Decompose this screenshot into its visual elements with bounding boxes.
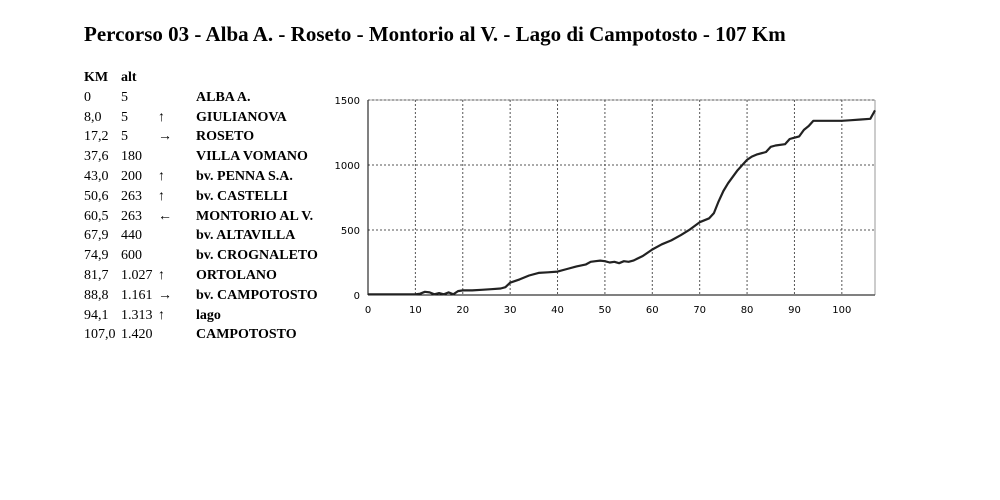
alt-header: alt — [121, 70, 137, 85]
km-cell: 74,9 — [84, 248, 109, 264]
direction-arrow: ↑ — [158, 168, 165, 184]
km-cell: 0 — [84, 89, 91, 105]
km-cell: 17,2 — [84, 129, 109, 145]
alt-cell: 440 — [121, 228, 142, 244]
km-cell: 8,0 — [84, 109, 102, 125]
direction-arrow: → — [158, 287, 172, 303]
direction-arrow: ↑ — [158, 109, 165, 125]
km-cell: 81,7 — [84, 267, 109, 283]
x-tick-label: 50 — [598, 305, 612, 316]
place-name: ROSETO — [196, 129, 255, 145]
direction-arrow: → — [158, 129, 172, 145]
y-tick-label: 500 — [340, 226, 360, 237]
y-tick-label: 1000 — [334, 161, 360, 172]
km-cell: 94,1 — [84, 307, 109, 323]
alt-cell: 600 — [121, 248, 142, 264]
km-cell: 88,8 — [84, 287, 109, 303]
place-name: VILLA VOMANO — [196, 149, 308, 165]
x-tick-label: 0 — [364, 305, 372, 316]
alt-cell: 1.027 — [121, 267, 153, 283]
direction-arrow: ← — [158, 208, 172, 224]
km-cell: 37,6 — [84, 149, 109, 165]
alt-cell: 5 — [121, 129, 128, 145]
place-name: bv. CAMPOTOSTO — [196, 287, 318, 303]
x-tick-label: 100 — [832, 305, 852, 316]
km-cell: 67,9 — [84, 228, 109, 244]
y-tick-label: 1500 — [334, 96, 360, 107]
direction-arrow: ↑ — [158, 188, 165, 204]
km-cell: 60,5 — [84, 208, 109, 224]
alt-cell: 200 — [121, 168, 142, 184]
alt-cell: 1.313 — [121, 307, 153, 323]
x-tick-label: 90 — [788, 305, 801, 316]
place-name: MONTORIO AL V. — [196, 208, 314, 224]
alt-cell: 1.161 — [121, 287, 153, 303]
chart-axes — [368, 100, 875, 295]
km-cell: 107,0 — [84, 327, 116, 343]
place-name: bv. ALTAVILLA — [196, 228, 296, 244]
alt-cell: 5 — [121, 89, 128, 105]
alt-cell: 263 — [121, 208, 142, 224]
elevation-profile-chart — [320, 86, 890, 326]
place-name: bv. PENNA S.A. — [196, 168, 293, 184]
alt-cell: 180 — [121, 149, 142, 165]
km-cell: 50,6 — [84, 188, 109, 204]
place-name: GIULIANOVA — [196, 109, 287, 125]
direction-arrow: ↑ — [158, 307, 165, 323]
chart-grid — [368, 100, 875, 295]
alt-cell: 263 — [121, 188, 142, 204]
place-name: lago — [196, 307, 221, 323]
place-name: bv. CASTELLI — [196, 188, 288, 204]
y-tick-label: 0 — [353, 291, 360, 302]
x-tick-label: 10 — [409, 305, 422, 316]
page-title: Percorso 03 - Alba A. - Roseto - Montorio al V. - Lago di Campotosto - 107 Km — [84, 22, 786, 46]
km-cell: 43,0 — [84, 168, 109, 184]
x-tick-label: 80 — [740, 305, 754, 316]
place-name: ORTOLANO — [196, 267, 277, 283]
x-tick-label: 40 — [551, 305, 564, 316]
x-tick-label: 70 — [693, 305, 707, 316]
alt-cell: 1.420 — [121, 327, 153, 343]
direction-arrow: ↑ — [158, 267, 165, 283]
elevation-profile-line — [368, 110, 875, 294]
chart-tick-labels — [335, 96, 852, 316]
place-name: CAMPOTOSTO — [196, 327, 297, 343]
place-name: bv. CROGNALETO — [196, 248, 318, 264]
x-tick-label: 60 — [645, 305, 659, 316]
alt-cell: 5 — [121, 109, 128, 125]
km-header: KM — [84, 70, 109, 85]
place-name: ALBA A. — [196, 89, 251, 105]
x-tick-label: 20 — [456, 305, 470, 316]
x-tick-label: 30 — [503, 305, 517, 316]
